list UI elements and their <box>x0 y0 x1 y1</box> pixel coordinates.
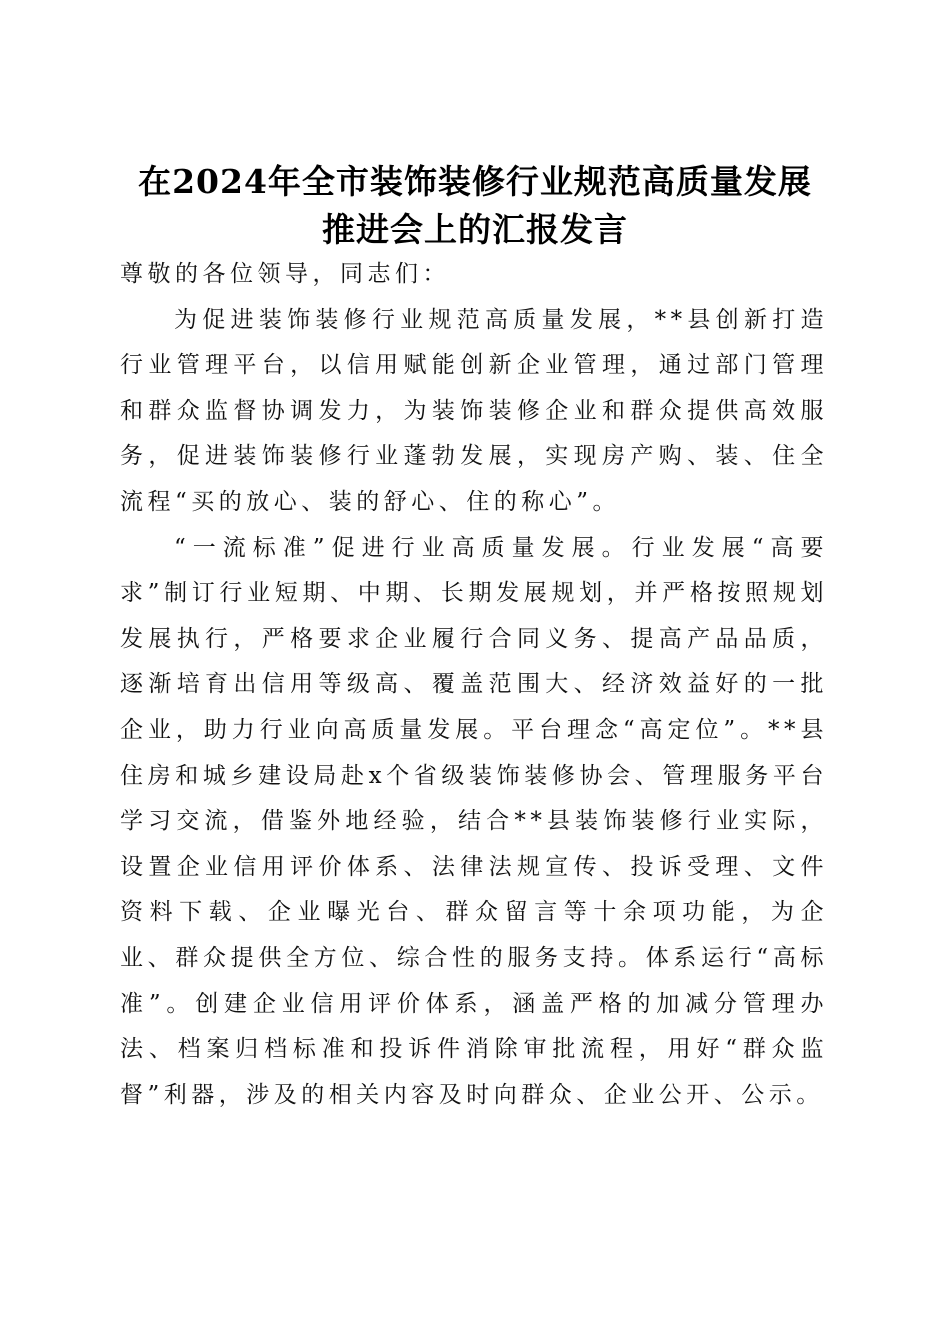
document-title <box>80 158 870 254</box>
paragraph-intro: 为促进装饰装修行业规范高质量发展，**县创新打造行业管理平台，以信用赋能创新企业管理，通过部门管理和群众监督协调发力，为装饰装修企业和群众提供高效服务，促进装饰装修行业蓬勃发展，实现房产购、装、住全流程“买的放心、装的舒心、住的称心”。 <box>120 306 828 515</box>
paragraph-standards: “一流标准”促进行业高质量发展。行业发展“高要求”制订行业短期、中期、长期发展规划，并严格按照规划发展执行，严格要求企业履行合同义务、提高产品品质，逐渐培育出信用等级高、覆盖范围大、经济效益好的一批企业，助力行业向高质量发展。平台理念“高定位”。**县住房和城乡建设局赴x个省级装饰装修协会、管理服务平台学习交流，借鉴外地经验，结合**县装饰装修行业实际，设置企业信用评价体系、法律法规宣传、投诉受理、文件资料下载、企业曝光台、群众留言等十余项功能，为企业、群众提供全方位、综合性的服务支持。体系运行“高标准”。创建企业信用评价体系，涵盖严格的加减分管理办法、档案归档标准和投诉件消除审批流程，用好“群众监督”利器，涉及的相关内容及时向群众、企业公开、公示。 <box>120 534 828 1108</box>
title-line-2: 推进会上的汇报发言 <box>322 210 628 250</box>
document-body <box>120 252 828 1118</box>
title-line-1: 在2024年全市装饰装修行业规范高质量发展 <box>138 162 812 202</box>
salutation: 尊敬的各位领导，同志们： <box>120 261 450 287</box>
